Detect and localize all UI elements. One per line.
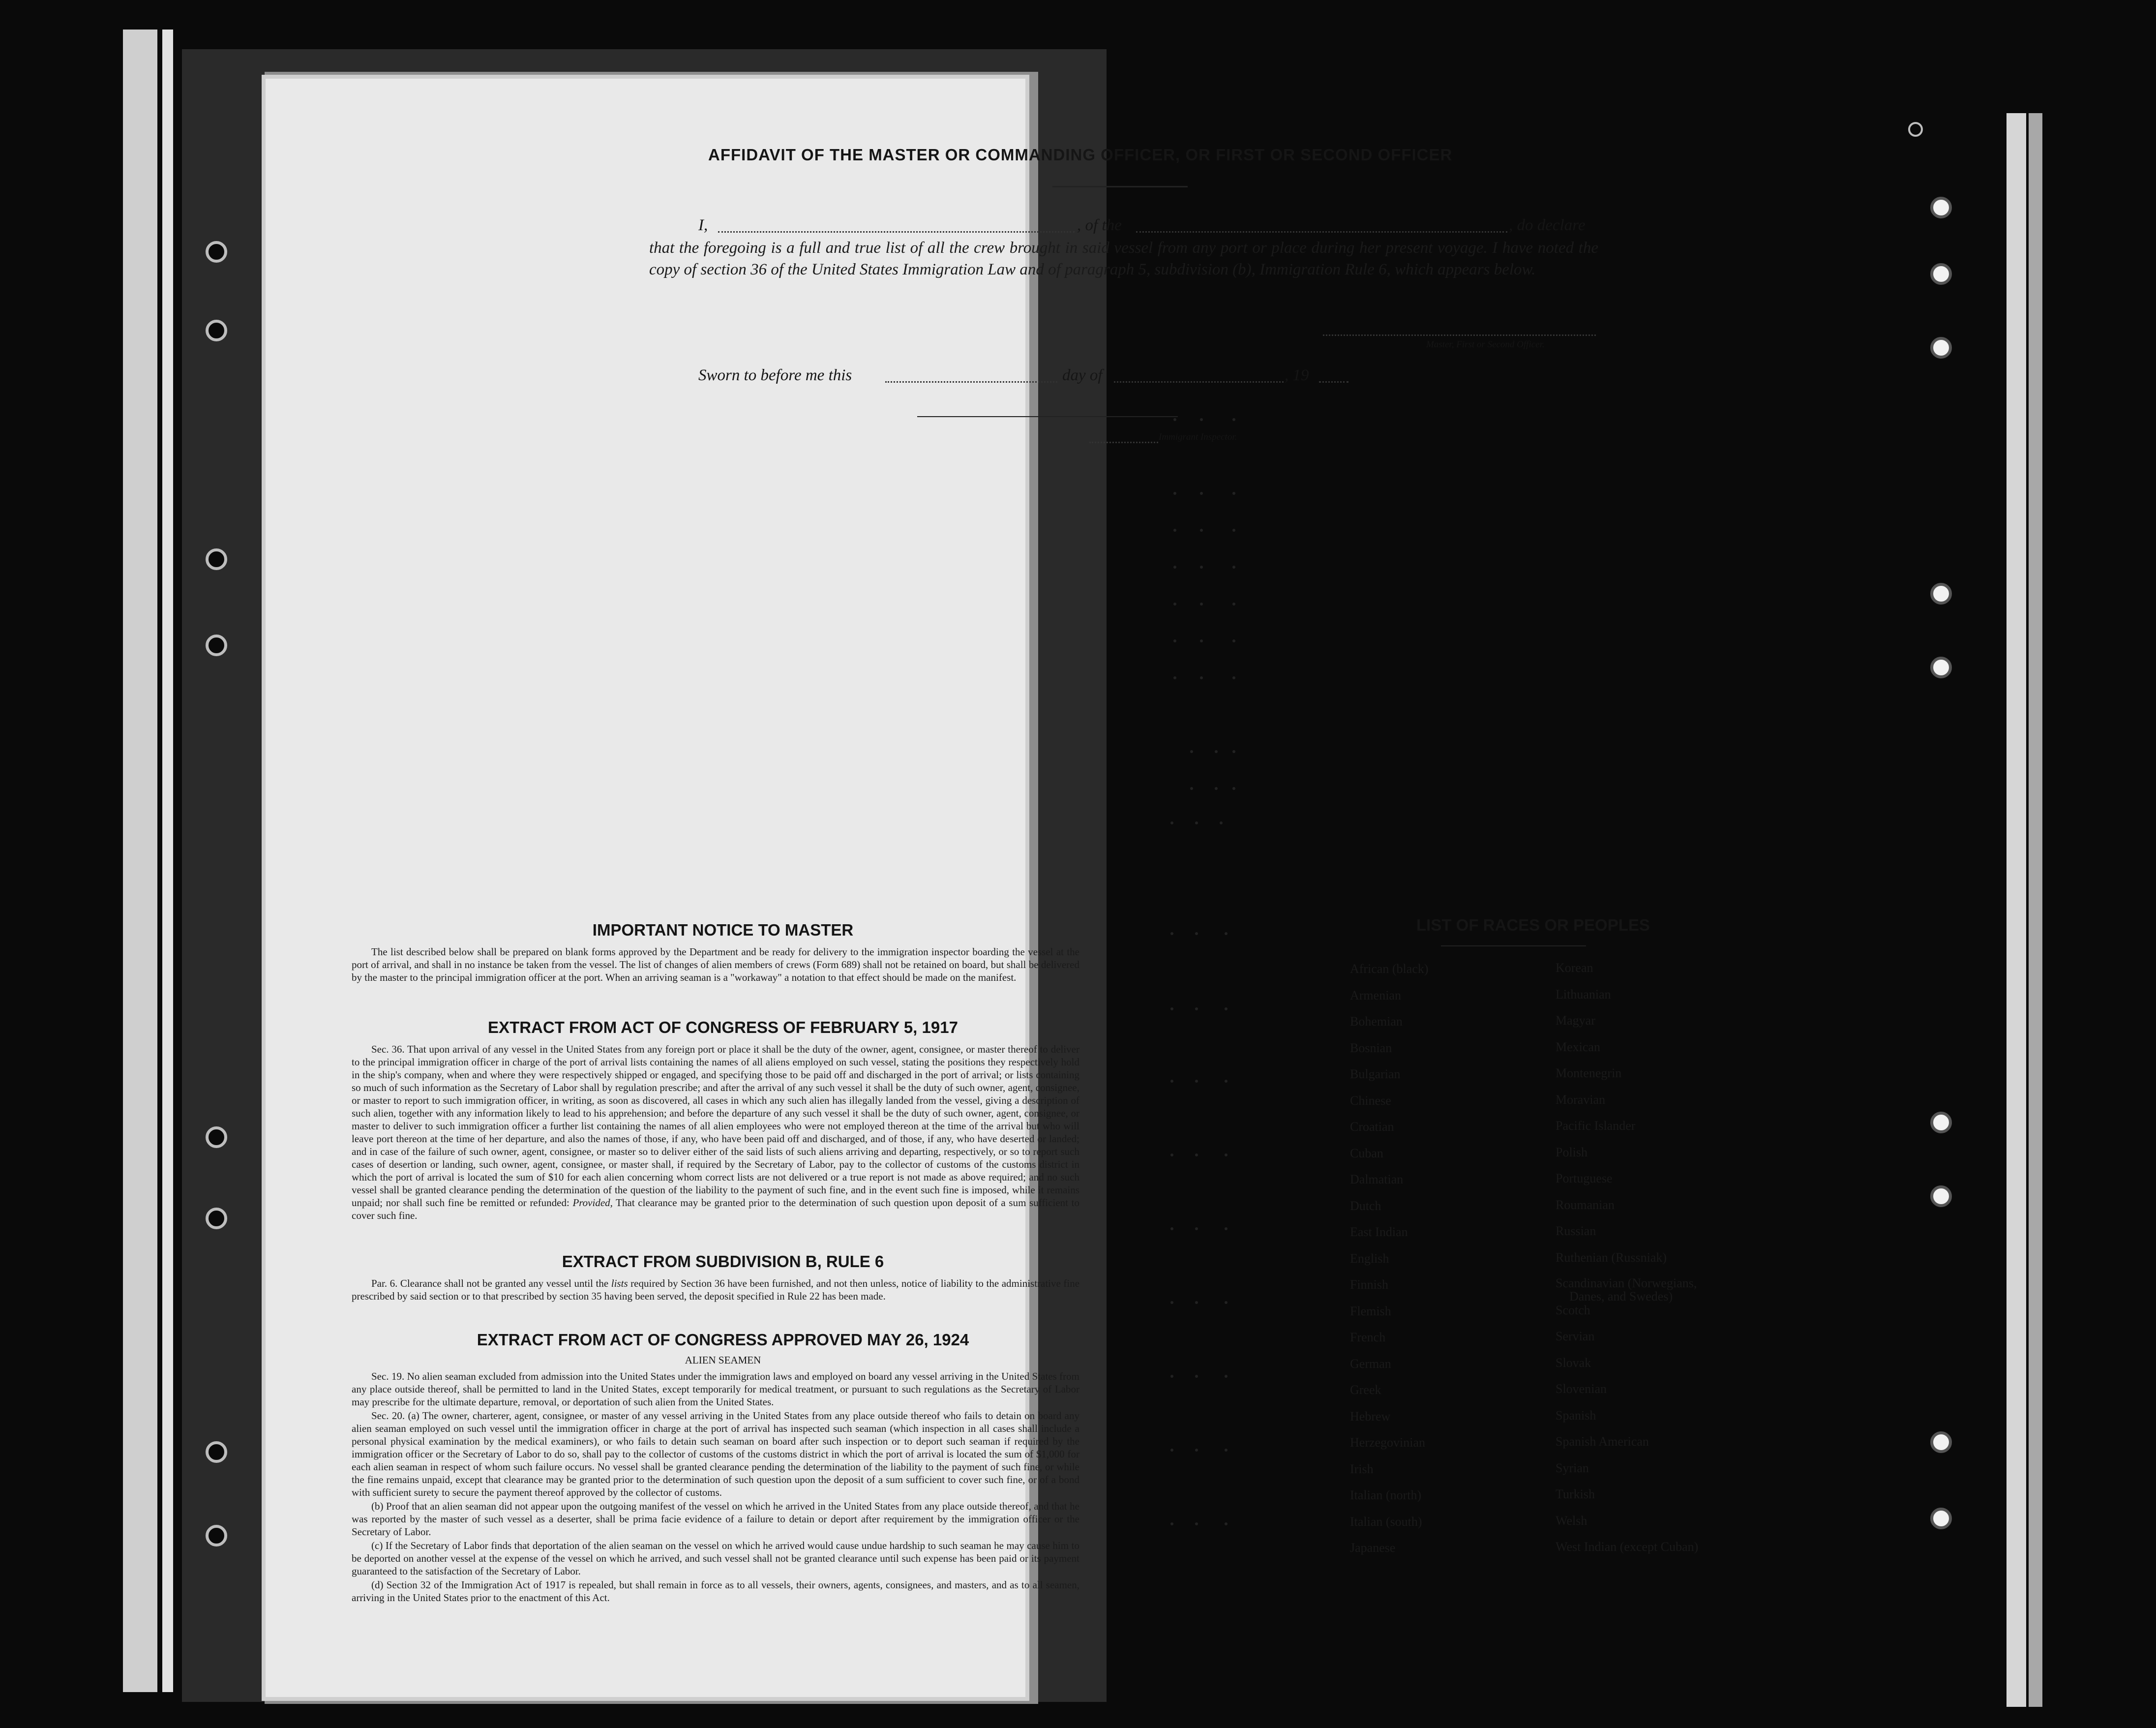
punch-hole-icon xyxy=(1930,1508,1952,1529)
binder-hole-icon xyxy=(206,1441,227,1463)
faint-mark xyxy=(1225,1227,1228,1230)
race-item: Portuguese xyxy=(1556,1171,1613,1185)
faint-mark xyxy=(1195,1449,1198,1452)
faint-mark xyxy=(1225,1301,1228,1304)
race-item: Roumanian xyxy=(1556,1197,1615,1212)
races-right-column xyxy=(1556,961,1698,1566)
race-item: Cuban xyxy=(1350,1146,1383,1160)
page-edge-right xyxy=(2006,113,2026,1707)
faint-mark xyxy=(1220,821,1223,824)
sworn-year-prefix: , 19 xyxy=(1285,366,1309,384)
par6-text-a: Par. 6. Clearance shall not be granted any vessel until the xyxy=(371,1277,609,1289)
sec36-text-end: That clearance may be granted prior to the determination of such question upon deposit of a sum sufficient to cover such fine. xyxy=(352,1197,1079,1221)
race-item: Dutch xyxy=(1350,1198,1381,1213)
extract-1924-text xyxy=(352,1370,1079,1605)
sec19-text: Sec. 19. No alien seaman excluded from admission into the United States under the immigration laws and employed on board any vessel arriving in the United States from any place outside thereof, shall be permitted to land in the United States, except temporarily for medical treatment, or pursuant to such regulations as the Secretary of Labor may prescribe for the ultimate departure, removal, or deportation of such alien from the United States. xyxy=(352,1370,1079,1408)
race-item: Slovak xyxy=(1556,1355,1591,1370)
race-item: Moravian xyxy=(1556,1092,1606,1107)
punch-hole-icon xyxy=(1930,263,1952,285)
faint-mark xyxy=(1232,492,1235,495)
race-item: Italian (north) xyxy=(1350,1488,1422,1502)
race-item: Ruthenian (Russniak) xyxy=(1556,1250,1667,1265)
faint-mark xyxy=(1170,1522,1173,1525)
binder-hole-icon xyxy=(206,635,227,656)
lists-word: lists xyxy=(611,1277,628,1289)
affidavit-declare-label: , do declare xyxy=(1509,216,1586,234)
inspector-dots xyxy=(1089,442,1158,443)
faint-mark xyxy=(1200,603,1203,606)
faint-mark xyxy=(1170,1301,1173,1304)
race-item: Korean xyxy=(1556,961,1593,975)
faint-mark xyxy=(1170,1227,1173,1230)
race-item: Pacific Islander xyxy=(1556,1119,1636,1133)
faint-mark xyxy=(1225,1007,1228,1010)
sec20d-text: (d) Section 32 of the Immigration Act of 1917 is repealed, but shall remain in force as to all vessels, their owners, agents, consignees, and masters, and as to all seamen, arriving in the United States prior to the enactment of this Act. xyxy=(352,1579,1079,1604)
extract-1917-text xyxy=(352,1043,1079,1223)
faint-mark xyxy=(1173,603,1176,606)
race-item: Magyar xyxy=(1556,1013,1595,1028)
punch-hole-icon xyxy=(1930,1112,1952,1133)
sworn-day-of: day of xyxy=(1062,366,1103,384)
faint-mark xyxy=(1200,566,1203,569)
race-item: Armenian xyxy=(1350,988,1401,1002)
sworn-year-blank xyxy=(1319,381,1348,383)
binder-hole-icon xyxy=(206,1525,227,1546)
faint-mark xyxy=(1200,492,1203,495)
faint-mark xyxy=(1200,639,1203,642)
faint-mark xyxy=(1232,750,1235,753)
title-underline xyxy=(1052,186,1188,187)
race-item xyxy=(1556,1276,1698,1303)
faint-mark xyxy=(1170,821,1173,824)
faint-mark xyxy=(1195,1522,1198,1525)
faint-mark xyxy=(1195,821,1198,824)
race-item: Syrian xyxy=(1556,1460,1589,1475)
faint-mark xyxy=(1195,1153,1198,1156)
extract-1924-title: EXTRACT FROM ACT OF CONGRESS APPROVED MAY 26, 1924 xyxy=(477,1331,969,1349)
sworn-month-blank xyxy=(1114,381,1284,383)
faint-mark xyxy=(1170,1375,1173,1378)
race-item: Bosnian xyxy=(1350,1040,1392,1055)
page-edge-right-outer xyxy=(2029,113,2042,1707)
race-item: Chinese xyxy=(1350,1093,1391,1108)
race-item-line: Danes, and Swedes) xyxy=(1569,1289,1673,1304)
faint-mark xyxy=(1195,932,1198,935)
sec20a-text: Sec. 20. (a) The owner, charterer, agent, consignee, or master of any vessel arriving in the United States from any place outside thereof who fails to detain on board any alien seaman employed on such vessel until the immigration officer in charge at the port of arrival has inspected such seaman (which inspection in all cases shall include a personal physical examination by the medical examiners), or who fails to detain such seaman on board after such inspection or to deport such seaman if required by the immigration officer or the Secretary of Labor to do so, shall pay to the collector of customs of the customs district in which the port of arrival is located the sum of $1,000 for each alien seaman in respect of whom such failure occurs. No vessel shall be granted clearance pending the determination of the liability to the payment of such fine, or while the fine remains unpaid, except that clearance may be granted prior to the determination of such question upon the deposit of a sum sufficient to cover such fine, or of a bond with sufficient surety to secure the payment thereof approved by the collector of customs. xyxy=(352,1410,1079,1498)
binder-edge-left xyxy=(123,30,157,1692)
rule6-title: EXTRACT FROM SUBDIVISION B, RULE 6 xyxy=(562,1252,884,1271)
race-item: Scotch xyxy=(1556,1303,1590,1317)
faint-mark xyxy=(1215,750,1218,753)
race-item: Polish xyxy=(1556,1145,1588,1159)
punch-hole-icon xyxy=(1930,197,1952,218)
punch-hole-icon xyxy=(1930,1185,1952,1207)
sec36-text: Sec. 36. That upon arrival of any vessel in the United States from any foreign port or place it shall be the duty of the owner, agent, consignee, or master thereof to deliver to the principal immigration officer in charge of the port of arrival lists containing the names of all aliens employed on such vessel, stating the positions they respectively hold in the ship's company, when and where they were respectively shipped or engaged, and specifying those to be paid off and discharged in the port of arrival; or lists containing so much of such information as the Secretary of Labor shall by regulation prescribe; and after the arrival of any such vessel it shall be the duty of such owner, agent, consignee, or master to report to such immigration officer, in writing, as soon as discovered, all cases in which any such alien has illegally landed from the vessel, giving a description of such alien, together with any information likely to lead to his apprehension; and before the departure of any such vessel it shall be the duty of such owner, agent, consignee, or master to deliver to such immigration officer a further list containing the names of all alien employees who were not employed thereon at the time of the arrival but who will leave port thereon at the time of her departure, and also the names of those, if any, who have been paid off and discharged, and of those, if any, who have deserted or landed; and in case of the failure of such owner, agent, consignee, or master so to deliver either of the said lists of such aliens arriving and departing, respectively, or so to report such cases of desertion or landing, such owner, agent, consignee, or master shall, if required by the Secretary of Labor, pay to the collector of customs of the customs district in which the port of arrival is located the sum of $10 for each alien concerning whom correct lists are not delivered or a true report is not made as above required; and no such vessel shall be granted clearance pending the determination of the question of the liability to the payment of such fine, and in the event such fine is imposed, while it remains unpaid; nor shall such fine be remitted or refunded: xyxy=(352,1043,1079,1209)
faint-mark xyxy=(1195,1080,1198,1083)
faint-mark xyxy=(1170,932,1173,935)
faint-mark xyxy=(1232,566,1235,569)
faint-mark xyxy=(1232,418,1235,421)
faint-mark xyxy=(1225,932,1228,935)
faint-mark xyxy=(1232,603,1235,606)
binder-hole-icon xyxy=(206,1126,227,1148)
punch-hole-icon xyxy=(1930,337,1952,359)
faint-mark xyxy=(1195,1227,1198,1230)
binder-hole-icon xyxy=(206,241,227,263)
race-item: Montenegrin xyxy=(1556,1066,1622,1080)
faint-mark xyxy=(1225,1375,1228,1378)
race-item: Russian xyxy=(1556,1224,1596,1238)
faint-mark xyxy=(1190,750,1193,753)
punch-hole-icon xyxy=(1930,1431,1952,1453)
race-item: Croatian xyxy=(1350,1120,1394,1134)
faint-mark xyxy=(1195,1007,1198,1010)
race-item: Herzegovinian xyxy=(1350,1435,1426,1450)
faint-mark xyxy=(1195,1375,1198,1378)
affidavit-title: AFFIDAVIT OF THE MASTER OR COMMANDING OFFICER, OR FIRST OR SECOND OFFICER xyxy=(708,146,1453,164)
binder-hole-icon xyxy=(206,320,227,341)
faint-mark xyxy=(1200,676,1203,679)
provided-word: Provided, xyxy=(572,1197,613,1209)
faint-mark xyxy=(1215,787,1218,790)
faint-mark xyxy=(1173,639,1176,642)
faint-mark xyxy=(1232,639,1235,642)
punch-hole-icon xyxy=(1930,657,1952,678)
faint-mark xyxy=(1170,1449,1173,1452)
faint-mark xyxy=(1195,1301,1198,1304)
race-item: Mexican xyxy=(1556,1039,1600,1054)
race-item: Slovenian xyxy=(1556,1382,1607,1396)
race-item: Japanese xyxy=(1350,1541,1396,1555)
faint-mark xyxy=(1200,418,1203,421)
race-item: African (black) xyxy=(1350,962,1429,976)
faint-mark xyxy=(1173,418,1176,421)
par6-text-b: required by Section 36 have been furnished, and not then unless, notice of liability to the administrative fine prescribed by said section or to that prescribed by section 35 having been served, the deposit specified in Rule 22 has been made. xyxy=(352,1277,1080,1302)
name-blank xyxy=(718,231,1075,233)
faint-mark xyxy=(1170,1007,1173,1010)
faint-mark xyxy=(1173,492,1176,495)
race-item: French xyxy=(1350,1330,1386,1344)
faint-mark xyxy=(1232,787,1235,790)
faint-mark xyxy=(1173,676,1176,679)
race-item: Greek xyxy=(1350,1383,1381,1397)
faint-mark xyxy=(1225,1522,1228,1525)
notice-title: IMPORTANT NOTICE TO MASTER xyxy=(592,921,854,939)
race-item: Finnish xyxy=(1350,1277,1389,1292)
alien-seamen-subtitle: ALIEN SEAMEN xyxy=(685,1354,761,1366)
races-left-column xyxy=(1350,962,1429,1567)
faint-mark xyxy=(1173,566,1176,569)
punch-hole-icon xyxy=(1930,583,1952,605)
faint-mark xyxy=(1232,676,1235,679)
race-item: Flemish xyxy=(1350,1304,1391,1318)
race-item: Welsh xyxy=(1556,1513,1587,1528)
master-signature-blank xyxy=(1323,334,1596,336)
punch-hole-icon xyxy=(1908,122,1923,137)
race-item: Lithuanian xyxy=(1556,987,1611,1001)
races-title: LIST OF RACES OR PEOPLES xyxy=(1416,916,1650,934)
faint-mark xyxy=(1170,1080,1173,1083)
affidavit-i-label: I, xyxy=(698,216,708,234)
race-item: Italian (south) xyxy=(1350,1514,1422,1529)
sec20b-text: (b) Proof that an alien seaman did not appear upon the outgoing manifest of the vessel on which he arrived in the United States from any place outside thereof, and that he was reported by the master of such vessel as a deserter, shall be prima facie evidence of a failure to detain or deport after requirement by the immigration officer or the Secretary of Labor. xyxy=(352,1500,1079,1538)
notice-paragraph: The list described below shall be prepared on blank forms approved by the Department and be ready for delivery to the immigration inspector boarding the vessel at the port of arrival, and shall in no instance be taken from the vessel. The list of changes of alien members of crews (Form 689) shall not be retained on board, but shall be delivered by the master to the principal immigration officer at the port. When an arriving seaman is a "workaway" a notation to that effect should be made on the manifest. xyxy=(352,946,1079,983)
race-item: Servian xyxy=(1556,1329,1595,1343)
faint-mark xyxy=(1225,1153,1228,1156)
faint-mark xyxy=(1225,1449,1228,1452)
binder-edge-left-inner xyxy=(162,30,173,1692)
race-item: Spanish American xyxy=(1556,1434,1649,1449)
race-item: West Indian (except Cuban) xyxy=(1556,1540,1699,1554)
notice-text xyxy=(352,945,1079,985)
sec20c-text: (c) If the Secretary of Labor finds that deportation of the alien seaman on the vessel on which he arrived would cause undue hardship to such seaman he may cause him to be deported on another vessel at the expense of the vessel on which he arrived, and such vessel shall not be granted clearance until such expense has been paid or its payment guaranteed to the satisfaction of the Secretary of Labor. xyxy=(352,1540,1079,1577)
sworn-day-blank xyxy=(885,381,1057,383)
faint-mark xyxy=(1225,1080,1228,1083)
races-title-underline xyxy=(1441,945,1586,946)
race-item: Bulgarian xyxy=(1350,1067,1401,1081)
affidavit-of-the-label: , of the xyxy=(1077,216,1122,234)
vessel-blank xyxy=(1136,231,1507,233)
faint-mark xyxy=(1190,787,1193,790)
sworn-prefix: Sworn to before me this xyxy=(698,366,852,384)
race-item: Dalmatian xyxy=(1350,1172,1404,1186)
faint-mark xyxy=(1173,529,1176,532)
inspector-signature-line xyxy=(917,416,1178,417)
affidavit-body: that the foregoing is a full and true list of all the crew brought in said vessel from any port or place during her present voyage. I have noted the copy of section 36 of the United States Immigration Law and of paragraph 5, subdivision (b), Immigration Rule 6, which appears below. xyxy=(649,239,1598,278)
faint-mark xyxy=(1200,529,1203,532)
race-item: English xyxy=(1350,1251,1389,1266)
race-item: Irish xyxy=(1350,1461,1374,1476)
rule6-text xyxy=(352,1277,1079,1304)
extract-1917-title: EXTRACT FROM ACT OF CONGRESS OF FEBRUARY 5, 1917 xyxy=(488,1018,958,1036)
race-item: Hebrew xyxy=(1350,1409,1391,1424)
inspector-caption: Immigrant Inspector. xyxy=(1159,432,1237,442)
master-signature-caption: Master, First or Second Officer. xyxy=(1426,339,1545,350)
race-item: Spanish xyxy=(1556,1408,1596,1423)
race-item: Turkish xyxy=(1556,1487,1595,1501)
binder-hole-icon xyxy=(206,548,227,570)
race-item-line: Scandinavian (Norwegians, xyxy=(1556,1276,1697,1290)
race-item: German xyxy=(1350,1356,1391,1371)
faint-mark xyxy=(1170,1153,1173,1156)
faint-mark xyxy=(1232,529,1235,532)
race-item: East Indian xyxy=(1350,1225,1408,1239)
binder-hole-icon xyxy=(206,1208,227,1229)
race-item: Bohemian xyxy=(1350,1014,1403,1029)
